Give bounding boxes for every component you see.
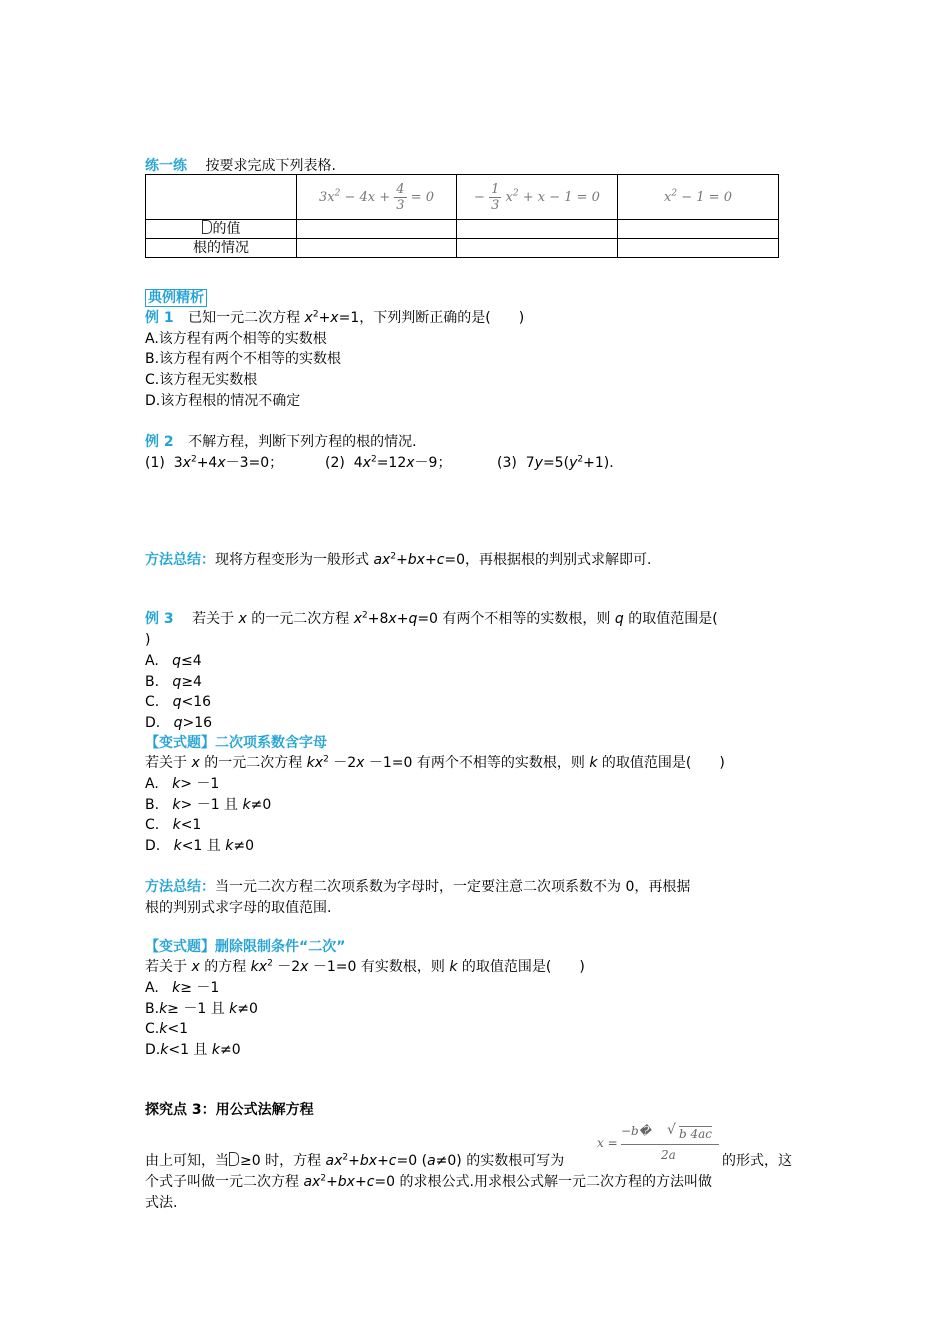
variant-1-option-b[interactable]: B. k> －1 且 k≠0 <box>145 797 272 813</box>
explore-line-1-tail: 的形式，这 <box>722 1153 792 1169</box>
example-3-option-d[interactable]: D. q>16 <box>145 715 213 731</box>
variant-2-stem: 若关于 x 的方程 $kx^2 -2x -1=0$ 有实数根，则 k 的取值范围是( ) <box>145 958 585 975</box>
example-2-stem: 例 2 不解方程，判断下列方程的根的情况． <box>145 434 427 450</box>
example-1-option-c[interactable]: C.该方程无实数根 <box>145 372 258 388</box>
answer-cell[interactable] <box>618 239 779 258</box>
example-3-stem: 例 3 若关于 x 的一元二次方程 $x^2+8x+q=0$ 有两个不相等的实数根，则 q 的取值范围是( <box>145 610 718 627</box>
table-corner-cell <box>146 175 297 220</box>
method-summary-1: 方法总结：现将方程变形为一般形式 $ax^2+bx+c=0$，再根据根的判别式求解即可. <box>145 551 652 568</box>
method-summary-2-line-1: 方法总结：当一元二次方程二次项系数为字母时，一定要注意二次项系数不为 0，再根据 <box>145 879 691 895</box>
practice-table <box>145 174 779 258</box>
root-status-label: 根的情况 <box>146 239 297 258</box>
equation-cell-3: $x^2 - 1 = 0$ <box>618 175 779 220</box>
variant-1-option-d[interactable]: D. k<1 且 k≠0 <box>145 838 254 854</box>
answer-cell[interactable] <box>457 239 618 258</box>
answer-cell[interactable] <box>457 220 618 239</box>
quadratic-formula: x = −b� √ b 4ac 2a <box>595 1122 721 1168</box>
explore-title: 探究点 3：用公式法解方程 <box>145 1102 314 1118</box>
equation-cell-1: $3x^2 - 4x$ + $\frac{4}{3}$ = 0 <box>297 175 457 220</box>
practice-heading-line <box>145 156 336 176</box>
variant-2-option-c[interactable]: C.k<1 <box>145 1021 188 1037</box>
example-3-option-b[interactable]: B. q≥4 <box>145 674 202 690</box>
delta-icon <box>229 1152 239 1166</box>
example-1-option-a[interactable]: A.该方程有两个相等的实数根 <box>145 331 327 347</box>
table-header-row <box>146 175 779 220</box>
example-3-stem-close: ) <box>145 632 151 648</box>
explore-line-1: 由上可知，当 ≥0 时，方程 $ax^2+bx+c=0$ (a≠0) 的实数根可写为 <box>145 1152 565 1169</box>
variant-1-title: 【变式题】二次项系数含字母 <box>145 735 327 751</box>
example-2-part-2: (2) $4x^2=12x-9$； <box>325 454 452 471</box>
example-3-option-c[interactable]: C. q<16 <box>145 694 212 710</box>
explore-line-3: 式法. <box>145 1195 178 1211</box>
equation-cell-2: − $\frac{1}{3}$ $x^2 + x - 1 = 0$ <box>457 175 618 220</box>
variant-2-option-b[interactable]: B.k≥ －1 且 k≠0 <box>145 1001 258 1017</box>
variant-1-option-c[interactable]: C. k<1 <box>145 817 202 833</box>
answer-cell[interactable] <box>297 239 457 258</box>
variant-2-option-d[interactable]: D.k<1 且 k≠0 <box>145 1042 241 1058</box>
variant-1-stem: 若关于 x 的一元二次方程 $kx^2 -2x -1=0$ 有两个不相等的实数根，则 k 的取值范围是( ) <box>145 754 725 771</box>
section-title: 典例精析 <box>145 288 207 308</box>
variant-2-title: 【变式题】删除限制条件“二次” <box>145 939 346 955</box>
example-1-option-b[interactable]: B.该方程有两个不相等的实数根 <box>145 351 342 367</box>
explore-line-2: 个式子叫做一元二次方程 $ax^2+bx+c=0$ 的求根公式.用求根公式解一元二次方程的方法叫做 <box>145 1173 712 1190</box>
example-2-part-1: (1) $3x^2+4x-3=0$； <box>145 454 284 471</box>
example-2-part-3: (3) $7y=5(y^2+1)$. <box>497 454 614 471</box>
delta-value-label: 的值 <box>146 220 297 239</box>
practice-heading: 练一练 <box>145 158 187 174</box>
table-row <box>146 220 779 239</box>
example-1-stem: 例 1 已知一元二次方程 $x^2+x=1$，下列判断正确的是( ) <box>145 309 525 326</box>
answer-cell[interactable] <box>618 220 779 239</box>
variant-1-option-a[interactable]: A. k> －1 <box>145 776 220 792</box>
delta-icon <box>202 220 212 234</box>
method-summary-2-line-2: 根的判别式求字母的取值范围. <box>145 900 332 916</box>
table-row <box>146 239 779 258</box>
example-3-option-a[interactable]: A. q≤4 <box>145 653 202 669</box>
example-1-option-d[interactable]: D.该方程根的情况不确定 <box>145 393 301 409</box>
answer-cell[interactable] <box>297 220 457 239</box>
variant-2-option-a[interactable]: A. k≥ －1 <box>145 980 220 996</box>
practice-instruction: 按要求完成下列表格. <box>205 158 336 174</box>
